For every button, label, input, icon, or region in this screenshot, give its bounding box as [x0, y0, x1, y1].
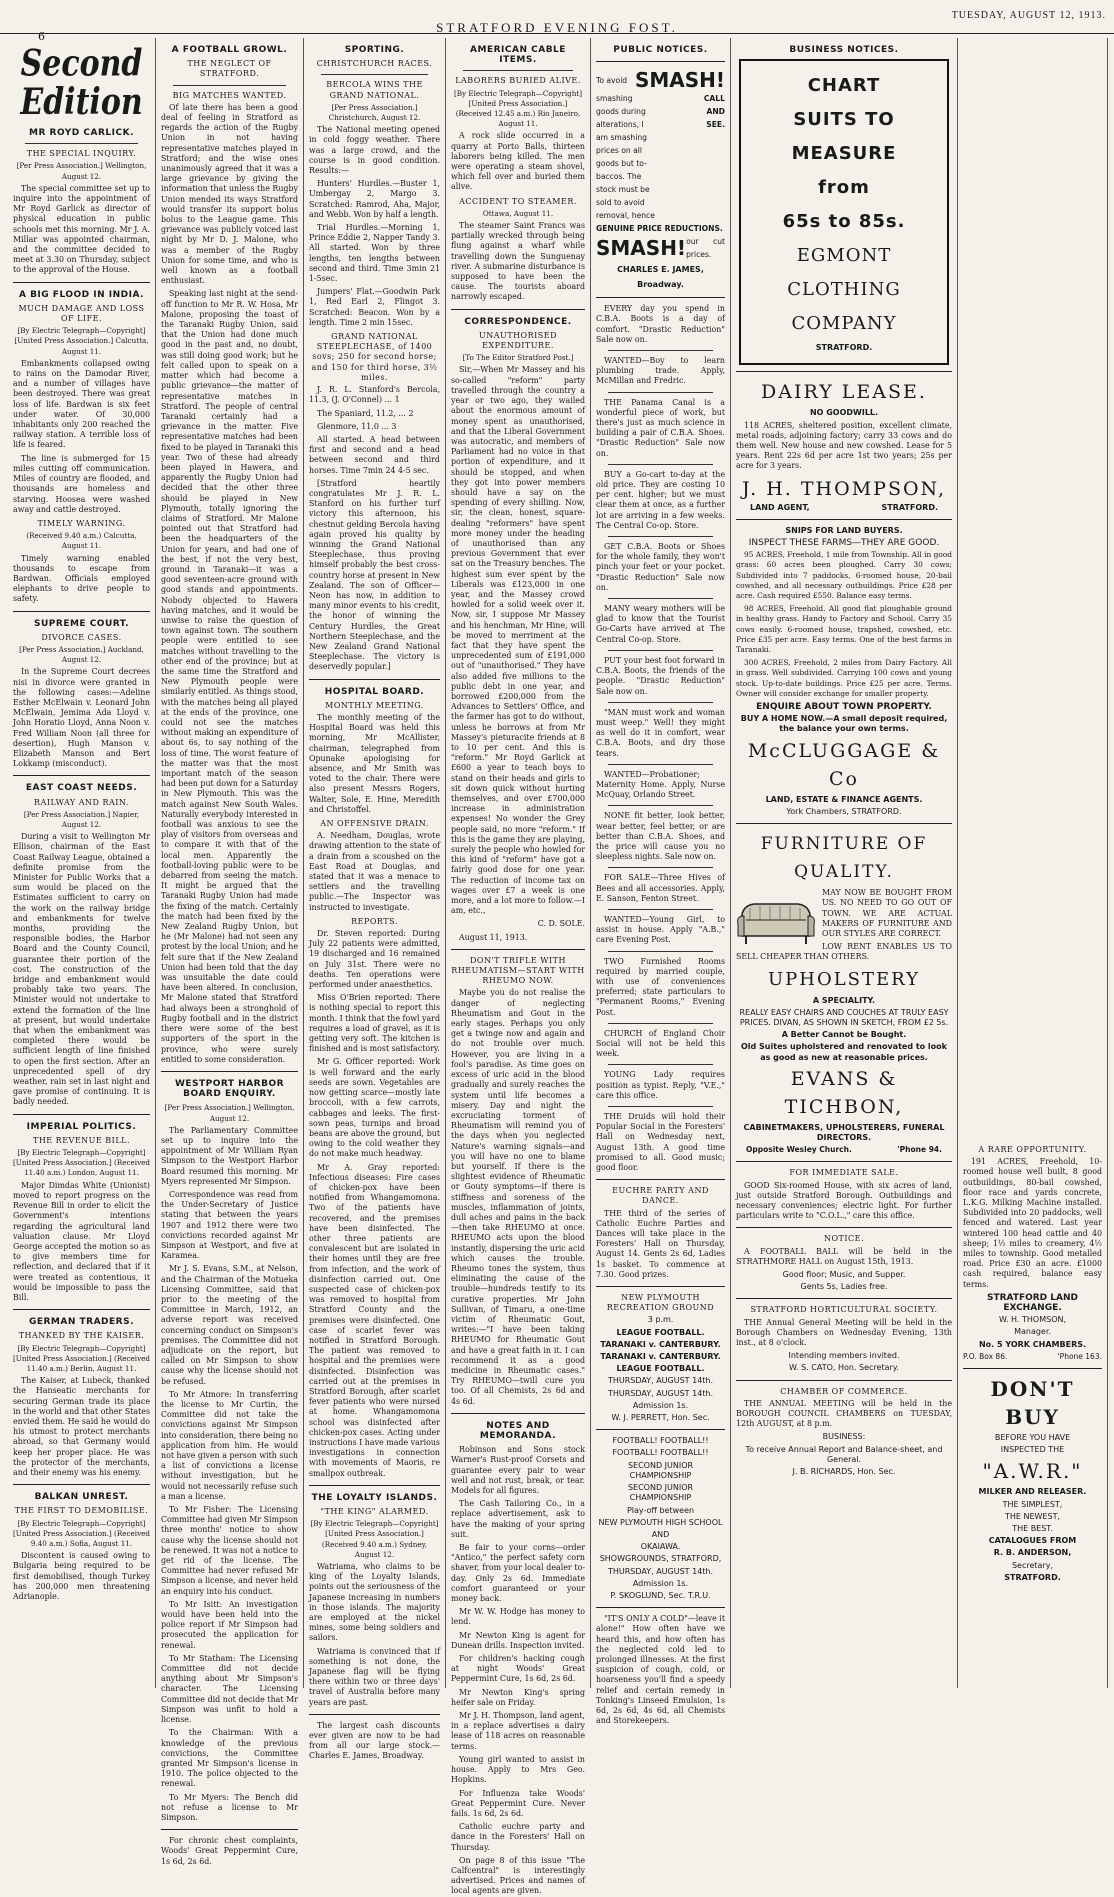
advert-line: P.O. Box 86.	[963, 1351, 1008, 1361]
notice-line: LEAGUE FOOTBALL.	[616, 1327, 705, 1337]
article-headline: GERMAN TRADERS.	[28, 1317, 135, 1328]
article-subhead: UNAUTHORISED EXPENDITURE.	[478, 330, 558, 351]
advertiser-place: Broadway.	[637, 280, 684, 290]
advert-line: Opposite Wesley Church.	[746, 1145, 852, 1155]
dateline: [Per Press Association.] Auckland, August 12.	[19, 644, 144, 665]
advert-line: Good floor; Music, and Supper.	[782, 1269, 906, 1279]
article-headline: NOTES AND MEMORANDA.	[479, 1420, 557, 1441]
dateline: [Per Press Association.] Wellington, August 12.	[164, 1103, 295, 1123]
article-body: Dr. Steven reported: During July 22 patients were admitted, 19 discharged and 16 remained on July 31st. There were no deaths. Ten operations were performed under anaesthetics.	[309, 929, 440, 990]
advert-line: Secretary,	[1011, 1560, 1054, 1570]
notice-headline: STRATFORD HORTICULTURAL SOCIETY.	[750, 1305, 938, 1315]
smash-line: goods but to-	[596, 159, 647, 169]
dateline: [By Electric Telegraph—Copyright] [United Press Association.] (Received 9.40 a.m.) Sydney, August 12.	[310, 1519, 439, 1559]
smash-line: prices on all	[596, 146, 643, 156]
article-body: To Mr Myers: The Bench did not refuse a license to Mr Simpson.	[161, 1792, 298, 1822]
advert-line: EGMONT CLOTHING	[787, 245, 901, 301]
article-body: The monthly meeting of the Hospital Board was held this morning, Mr McAllister, chairman, telegraphed from Opunake apologising for absence, and Mr Smith was voted to the chair. There were also present Messrs Rogers, Walter, Sole, E. Hine, Meredith and Christoffel.	[309, 712, 440, 814]
memo-item: For children's hacking cough at night Woods' Great Peppermint Cure, 1s 6d, 2s 6d.	[451, 1654, 585, 1684]
notice-headline: NOTICE.	[823, 1234, 865, 1244]
dateline: [By Electric Telegraph—Copyright] [United Press Association.] (Received 9.40 a.m.) Sofia, August 11.	[13, 1518, 150, 1548]
memo-item: Mr W. W. Hodge has money to lend.	[451, 1607, 585, 1627]
advert-headline: DON'T BUY	[990, 1377, 1075, 1430]
letter-date: August 11, 1913.	[459, 932, 528, 942]
advert-line: 'Phone 163.	[1057, 1351, 1102, 1361]
article-body: The Kaiser, at Lubeck, thanked the Hanseatic merchants for securing German trade its place in the world and that other States envied them. He said he would do his utmost to protect merchants abroad, so that Germany would keep her proper place. He was the protector of the merchants, and their enemy was his enemy.	[13, 1376, 150, 1477]
notice-line: Admission 1s.	[632, 1400, 689, 1410]
advert-text: For chronic chest complaints, Woods' Great Peppermint Cure, 1s 6d, 2s 6d.	[161, 1836, 298, 1866]
race-result: J. R. L. Stanford's Bercola, 11.3, (J. O'Connel) ... 1	[309, 385, 440, 405]
article-body: Watriama, who claims to be king of the Loyalty Islands, points out the seriousness of the Japanese increasing in numbers in those islands. The majority are employed at the nickel mines, some being soldiers and sailors.	[309, 1562, 440, 1643]
article-subhead: BIG MATCHES WANTED.	[172, 90, 287, 100]
advertiser-name: McCLUGGAGE & Co	[747, 739, 941, 790]
advert-line: 65s to 85s.	[782, 211, 906, 233]
advert-line: Intending members invited.	[788, 1351, 900, 1361]
notice-item: FOR SALE—Three Hives of Bees and all accessories. Apply, E. Sanson, Fenton Street.	[596, 873, 725, 903]
article-headline: MR ROYD CARLICK.	[29, 128, 134, 138]
article-body: Jumpers' Flat.—Goodwin Park 1, Red Earl 2, Flingot 3. Scratched: Beacon. Won by a length. Time 2 min 15sec.	[309, 287, 440, 327]
notice-signature: P. SKOGLUND, Sec. T.R.U.	[610, 1590, 711, 1600]
smash-line: smashing	[596, 94, 633, 104]
advert-line: CABINETMAKERS, UPHOLSTERERS, FUNERAL DIRECTORS.	[743, 1122, 945, 1142]
advert-line: Old Suites upholstered and renovated to look as good as new at reasonable prices.	[740, 1042, 947, 1062]
article-headline: SUPREME COURT.	[34, 618, 129, 629]
article-body: Discontent is caused owing to Bulgaria being required to be first demobilised, though Turkey has 200,000 men threatening Adrianople.	[13, 1551, 150, 1601]
article-subhead: THANKED BY THE KAISER.	[18, 1331, 145, 1341]
article-body: To Mr Statham: The Licensing Committee did not decide anything about Mr Simpson's character. The Licensing Committee did not decide that Mr Simpson was unfit to hold a license.	[161, 1653, 298, 1725]
advert-line: STRATFORD.	[815, 343, 873, 353]
dateline: [By Electric Telegraph—Copyright] [United Press Association.] (Received 11.40 a.m.) London, August 11.	[13, 1148, 150, 1178]
article-body: The special committee set up to inquire into the appointment of Mr Royd Garlick as director of physical education in public schools met this morning. Mr J. A. Millar was appointed chairman, and the committee decided to meet at 3.30 on Thursday, subject to the approval of the House.	[13, 183, 150, 275]
letter-body: Sir,—When Mr Massey and his so-called "reform" party travelled through the country a year or two ago, they wailed about the enormous amount of money spent as unauthorised, and that the Liberal Government was autocratic, and members of Parliament had no voice in that portion of expenditure, and it should be stopped, and when they got into power members should have a say on the spending of every shilling. Now, sir, the clean, honest, square-dealing "reformers" have spent more money under the heading of unauthorised than any previous Government that ever sat on the Treasury benches. The highest sum ever spent by the Liberals was £123,000 in one year, and the Massey crowd howled for a solid week over it. Now, sir, I suppose Mr Massey and his henchman, Mr Hine, will be moved to merriment at the fact that they have spent the unprecedented sum of £191,000 out of "unauthorised." They have also added five millions to the public debt in one year, and borrowed £200,000 from the Advances to Settlers' Office, and the farmer has got to do without, unless he borrows at from Mr Massey's pieturacite friends at 8 to 10 per cent. And this is "reform." Mr Royd Garlick at £600 a year to teach boys to stand on their heads and girls to sit down quick without hurting themselves, and over £700,000 increase in administration expenses! No wonder the Grey people said, no more "reform." If this is the game they are playing, surely the people who howled for this kind of "reform" have got a fairly good dose for one year. The reduction of income tax on wages over £7 a week is one more, and a lot more to follow.—I am, etc.,	[451, 365, 585, 916]
advert-line: NO GOODWILL.	[809, 408, 879, 418]
article-headline: A BIG FLOOD IN INDIA.	[18, 289, 145, 300]
article-body: All started. A head between first and second and a head between second and third horses. Time 7min 24 4-5 sec.	[309, 434, 440, 475]
notice-signature: J. B. RICHARDS, Hon. Sec.	[792, 1467, 896, 1477]
article-body: Mr A. Gray reported: Infectious diseases: Fire cases of chicken-pox have been notified from Whangamomona. Two of the patients have recovered, and the premises have been disinfected. The other three patients are convalescent but are isolated in their homes until they are free from infection, and the work of disinfection carried out. One suspected case of chicken-pox was removed to hospital from Stratford County and the premises were disinfected. One case of scarlet fever was notified in Stratford Borough. The patient was removed to hospital and the premises were disinfected. Disinfection was carried out at the premises in Stratford Borough, after scarlet fever patients who were nursed at home. Whangamomona school was disinfected after chicken-pox cases. Acting under instructions I have made various investigations in connection with movements of Maoris, re smallpox outbreak.	[309, 1162, 440, 1478]
notice-item: WANTED—Young Girl, to assist in house. Apply "A.B.," care Evening Post.	[596, 914, 725, 945]
column-7	[958, 38, 1108, 1688]
article-headline: AMERICAN CABLE ITEMS.	[470, 45, 566, 66]
smash-to-avoid: To avoid	[596, 75, 628, 85]
article-body: To Mr Fisher: The Licensing Committee had given Mr Simpson three months' notice to show cause why the license should not be renewed. It was not a notice to get rid of the license. The Committee had never refused Mr Simpson a license, and never held an enquiry into his conduct.	[161, 1505, 298, 1596]
article-subhead: RAILWAY AND RAIN.	[34, 797, 129, 807]
article-body: The steamer Saint Francs was partially wrecked through being flung against a wharf while travelling down the Sunguenay river. A submarine disturbance is supposed to have been the cause. The tourists aboard narrowly escaped.	[451, 221, 585, 302]
article-subhead: THE NEGLECT OF STRATFORD.	[187, 59, 272, 79]
advert-text: 98 ACRES, Freehold. All good flat ploughable ground in healthy grass. Handy to Factory and School. Carry 35 cows easily. 6-roomed house, trapshed, cowshed, etc. Price £35 per acre. Easy terms. One of the best farms in Taranaki.	[736, 604, 952, 655]
smash-genuine: GENUINE PRICE REDUCTIONS.	[596, 224, 723, 234]
article-headline: BALKAN UNREST.	[34, 1492, 129, 1503]
smash-title: SMASH!	[596, 236, 687, 261]
advert-line: Gents 5s, Ladies free.	[800, 1282, 888, 1292]
smash-line: stock must be	[596, 185, 650, 195]
advert-text: GOOD Six-roomed House, with six acres of land, just outside Stratford Borough. Outbuildings and necessary conveniences; electric light. For further particulars write to "C.O.L.," care this office.	[736, 1180, 952, 1221]
article-subhead: THE SPECIAL INQUIRY.	[26, 149, 137, 159]
advert-line: No. 5 YORK CHAMBERS.	[978, 1339, 1087, 1349]
dateline: [Per Press Association.] Napier, August 12.	[23, 809, 140, 829]
smash-title: SMASH!	[634, 68, 725, 93]
column-3	[304, 38, 446, 1761]
article-headline: IMPERIAL POLITICS.	[26, 1121, 137, 1132]
advert-line: STRATFORD.	[881, 502, 938, 512]
notice-item: PUT your best foot forward in C.B.A. Boots, the friends of the people. "Drastic Reduction" Sale now on.	[596, 655, 725, 696]
notice-line: TARANAKI v. CANTERBURY.	[600, 1352, 721, 1362]
advert-line: SUITS TO MEASURE	[791, 109, 897, 165]
race-result: Glenmore, 11.0 ... 3	[317, 421, 397, 431]
advert-text: MAY NOW BE BOUGHT FROM US. NO NEED TO GO OUT OF TOWN. WE ARE ACTUAL MAKERS OF FURNITURE AND OUR STYLES ARE CORRECT.	[822, 888, 952, 938]
notice-line: OKAIAWA.	[640, 1542, 681, 1552]
smash-line: goods during	[596, 107, 646, 117]
article-subhead: CHRISTCHURCH RACES.	[316, 59, 433, 69]
article-subhead: MONTHLY MEETING.	[325, 700, 424, 710]
memo-item: For Influenza take Woods' Great Peppermint Cure. Never fails. 1s 6d, 2s 6d.	[451, 1788, 585, 1818]
advert-line: INSPECTED THE	[1000, 1445, 1065, 1455]
advertiser-name: J. H. THOMPSON,	[742, 477, 946, 500]
dateline: Ottawa, August 11.	[482, 208, 554, 218]
article-subhead: THE REVENUE BILL.	[32, 1135, 130, 1145]
article-body: Trial Hurdles.—Morning 1, Prince Eddie 2, Napper Tandy 3. All started. Won by three lengths, ten lengths between second and third. Time 3min 21 1-5sec.	[309, 223, 440, 284]
notice-item: "IT'S ONLY A COLD"—leave it alone!" How often have we heard this, and how often has the neglected cold led to prolonged illnesses. At the first suspicion of cough, cold, or hoarseness you'll find a speedy relief and certain remedy in Tonking's Linseed Emulsion, 1s 6d, 2s 6d, 4s 6d, all Chemists and Storekeepers.	[596, 1614, 725, 1726]
smash-call: CALL AND SEE.	[703, 94, 725, 130]
advert-text: 191 ACRES, Freehold, 10-roomed house well built, 8 good outbuildings, 80-bail cowshed, floor race and yards concrete, L.K.G. Milking Machine installed. Subdivided into 20 paddocks, well fenced and watered. Last year wintered 100 head cattle and 40 sheep; 1½ miles to creamery, 4½ miles to township. Good metalled road. Price £30 an acre. £1000 cash required, balance easy terms.	[963, 1157, 1102, 1289]
notice-item: GET C.B.A. Boots or Shoes for the whole family, they won't pinch your feet or your pocket. "Drastic Reduction" Sale now on.	[596, 542, 725, 592]
notice-item: EVERY day you spend in C.B.A. Boots is a day of comfort. "Drastic Reduction" Sale now on.	[596, 304, 725, 344]
advert-line: SNIPS FOR LAND BUYERS.	[785, 525, 903, 535]
article-subhead: AN OFFENSIVE DRAIN.	[320, 819, 429, 829]
advert-text: 95 ACRES, Freehold, 1 mile from Township. All in good grass: 60 acres been ploughed. Carry 30 cows; Subdivided into 7 paddocks, 6-roomed house, 20-bail cowshed, and all necessary outbuildings. Price £28 per acre. Cash required £550. Balance easy terms.	[736, 550, 952, 601]
advert-headline: UPHOLSTERY	[767, 968, 921, 990]
advert-line: R. B. ANDERSON,	[993, 1548, 1072, 1558]
article-subhead: THE FIRST TO DEMOBILISE.	[14, 1506, 149, 1516]
advert-line: BUY A HOME NOW.—A small deposit required, the balance your own terms.	[740, 714, 948, 734]
notice-item: MANY weary mothers will be glad to know that the Tourist Go-Carts have arrived at The Central Co-op. Store.	[596, 604, 725, 644]
notice-line: THURSDAY, AUGUST 14th.	[607, 1566, 714, 1576]
notice-item: THE Panama Canal is a wonderful piece of work, but there's just as much science in building a pair of C.B.A. Shoes. "Drastic Reduction" Sale now on.	[596, 397, 725, 458]
advert-line: COMPANY	[791, 313, 897, 335]
notice-line: SECOND JUNIOR CHAMPIONSHIP	[627, 1460, 694, 1480]
advert-line: LAND, ESTATE & FINANCE AGENTS.	[765, 794, 923, 804]
advert-text: 300 ACRES, Freehold, 2 miles from Dairy Factory. All in grass. Well subdivided. Carrying 100 cows and young stock. Up-to-date buildings. Price £25 per acre. Terms. Owner will consider exchange for smaller property.	[736, 658, 952, 698]
page-number: 6	[38, 30, 45, 43]
advert-line: BEFORE YOU HAVE	[994, 1433, 1071, 1443]
article-subhead: BERCOLA WINS THE GRAND NATIONAL.	[326, 80, 423, 100]
advert-text: LOW RENT ENABLES US TO SELL CHEAPER THAN OTHERS.	[736, 942, 952, 962]
dateline: [By Electric Telegraph—Copyright] [United Press Association.] (Received 12.45 a.m.) Rio Janeiro, August 11.	[453, 88, 583, 129]
article-headline: CORRESPONDENCE.	[464, 316, 572, 327]
edition-banner: Second Edition	[20, 43, 143, 124]
article-body: Miss O'Brien reported: There is nothing special to report this month. I think that the fowl yard requires a load of gravel, as it is getting very soft. The kitchen is finished and is most satisfactory.	[309, 993, 440, 1054]
notice-item: BUY a Go-cart to-day at the old price. They are costing 10 per cent. higher; but we must clear them at once, as a further lot are arriving in a few weeks. The Central Co-op. Store.	[596, 469, 725, 530]
letter-address: [To The Editor Stratford Post.]	[462, 353, 574, 363]
article-body: In the Supreme Court decrees nisi in divorce were granted in the following cases:—Adeline Esther McElwain v. Leonard John McElwain, Jemima Ada Lloyd v. John Horatio Lloyd, Anna Noon v. Fred William Noon (all three for desertion), Hugh Manson v. Elizabeth Manson and Bert Lokkamp (misconduct).	[13, 667, 150, 769]
memo-item: Catholic euchre party and dance in the Foresters' Hall on Thursday.	[451, 1822, 585, 1852]
notice-headline: A RARE OPPORTUNITY.	[978, 1145, 1087, 1154]
notice-line: 3 p.m.	[647, 1315, 674, 1325]
notice-line: Play-off between	[626, 1505, 695, 1515]
advert-line: STRATFORD.	[1004, 1572, 1061, 1582]
notice-headline: NEW PLYMOUTH RECREATION GROUND	[606, 1293, 715, 1313]
notice-item: YOUNG Lady requires position as typist. Reply, "V.E.," care this office.	[596, 1070, 725, 1100]
article-body: Timely warning enabled thousands to escape from Bardwan. Officials employed elephants to drive people to safety.	[13, 553, 150, 604]
dateline: [By Electric Telegraph—Copyright] [United Press Association.] (Received 11.40 a.m.) Berlin, August 11.	[13, 1343, 150, 1373]
notice-line: THURSDAY, AUGUST 14th.	[607, 1376, 714, 1386]
notice-line: LEAGUE FOOTBALL.	[616, 1364, 705, 1374]
sofa-illustration	[736, 892, 816, 948]
advert-text: THE Annual General Meeting will be held in the Borough Chambers on Wednesday Evening, 13th inst., at 8 o'clock.	[736, 1317, 952, 1347]
memo-item: Mr Newton King's spring heifer sale on Friday.	[451, 1687, 585, 1707]
column-5	[591, 38, 731, 1726]
article-body: Speaking last night at the send-off function to Mr R. W. Hosa, Mr Malone, proposing the toast of the Taranaki Rugby Union, said that the Union had done much good in the past and, no doubt, was still doing good work; but he felt called upon to speak on a matter which had become a public grievance—the matter of representative matches in Stratford. The people of central Taranaki certainly had a grievance in the matter. Five representative matches had been fixed to be played in Taranaki this year. Two of these had already been played in Hawera, and apparently the Rugby Union had decided that the other three should be played in New Plymouth, totally ignoring the claims of Stratford. Mr Malone pointed out that Stratford had been the headquarters of the Union for years, and had one of the best, if not the very best, ground in Taranaki—it was a good seventeen-acre ground with good stands and appointments. Nobody objected to Hawera having matches, and it would be unwise to raise the question of town against town. The southern people were entitled to see matches without travelling to the other end of the province; but at the same time the Stratford and New Plymouth people were similarly entitled. As things stood, with the matches being all played at the ends of the province, one could not see the matches without making an expenditure of about 6s, to say nothing of the loss of time. The worst feature of the matter was that the most important match of the season had been put down for a Saturday in New Plymouth. This was the match against New South Wales. Naturally everybody interested in football was anxious to see the play of visitors from overseas and to compare it with that of the local men. Apparently the football-loving public were to be debarred from seeing the match. It might be argued that the Taranaki Rugby Union had made the fixing of the match. Certainly the match had been fixed by the New Zealand Rugby Union, but he (Mr Malone) had not seen any protest by the local Union; and he felt sure that if the New Zealand Union had been told that the day was unsuitable the date could have been altered. In conclusion, Mr Malone stated that Stratford had always been a stronghold of Rugby football and in the district there were some of the best supporters of the sport in the province, who were surely entitled to some consideration.	[161, 289, 298, 1064]
article-headline: EAST COAST NEEDS.	[25, 783, 138, 794]
article-subhead: LABORERS BURIED ALIVE.	[455, 76, 581, 86]
article-subhead: MUCH DAMAGE AND LOSS OF LIFE.	[18, 303, 145, 324]
smash-line: am smashing	[596, 133, 647, 143]
article-subhead: REPORTS.	[351, 916, 398, 926]
section-header: BUSINESS NOTICES.	[789, 45, 899, 55]
advert-text: 118 ACRES, sheltered position, excellent climate, metal roads, adjoining factory; carry 33 cows and do them well. New house and new cowshed. Lease for 5 years. Rent 22s 6d per acre 1st two years; 25s per acre for 3 years.	[736, 420, 952, 471]
notice-item: "MAN must work and woman must weep." Well! they might as well do it in comfort, wear C.B.A. Boots, and dry those tears.	[596, 707, 725, 758]
notice-line: Admission 1s.	[632, 1578, 689, 1588]
article-headline: WESTPORT HARBOR BOARD ENQUIRY.	[174, 1078, 285, 1100]
article-body: During a visit to Wellington Mr Ellison, chairman of the East Coast Railway League, obtained a definite promise from the Minister for Public Works that a sum would be placed on the Estimates sufficient to carry on the work on the railway bridge and embankments for twelve months, providing the responsible bodies, the Harbor Board and the County Council, guarantee their portion of the cost. The construction of the bridge and embankment would probably take two years. The Minister would not undertake to extend the formation of the line at present, but would undertake that when the embankment was completed there would be sufficient length of line finished to open the first section. After an unprecedented spell of dry weather, rain set in last night and gave promise of continuing. It is badly needed.	[13, 832, 150, 1107]
article-subhead: "THE KING" ALARMED.	[320, 1507, 429, 1517]
chart-suits-advert	[739, 59, 949, 365]
notice-line: FOOTBALL! FOOTBALL!!	[612, 1436, 709, 1446]
notice-line: SHOWGROUNDS, STRATFORD,	[599, 1554, 722, 1564]
advert-line: MILKER AND RELEASER.	[978, 1487, 1087, 1497]
smash-advert	[596, 68, 725, 291]
notice-item: TWO Furnished Rooms required by married couple, with use of conveniences preferred; state particulars to "Permanent Rooms," Evening Post.	[596, 956, 725, 1017]
memo-item: The Cash Tailoring Co., in a replace advertisement, ask to have the making of your spring suit.	[451, 1499, 585, 1539]
section-header: PUBLIC NOTICES.	[613, 45, 708, 55]
masthead	[0, 0, 1114, 43]
race-result: The Spaniard, 11.2, ... 2	[317, 408, 414, 418]
advertiser-name: CHARLES E. JAMES,	[617, 265, 704, 275]
notice-line: AND	[651, 1529, 670, 1539]
smash-line: baccos. The	[596, 172, 642, 182]
memo-item: On page 8 of this issue "The Calfcentral" is interestingly advertised. Prices and names of local agents are given.	[451, 1855, 585, 1896]
advert-line: CHART	[807, 75, 881, 97]
notice-item: CHURCH of England Choir Social will not be held this week.	[596, 1028, 725, 1059]
notice-headline: FOR IMMEDIATE SALE.	[789, 1168, 899, 1178]
article-subhead: TIMELY WARNING.	[37, 518, 126, 528]
column-2	[156, 38, 304, 1866]
article-body: Mr J. S. Evans, S.M., at Nelson, and the Chairman of the Motueka Licensing Committee, said that prior to the meeting of the Committee in March, 1912, an adverse report was received concerning conduct on Simpson's premises. The Committee did not adjudicate on the report, but called on Mr Simpson to show cause why the license should not be refused.	[161, 1264, 298, 1386]
article-body: Hunters' Hurdles.—Buster 1, Umbergay 2, Margo 3. Scratched: Ramrod, Aha, Major, and Webb. Won by half a length.	[309, 179, 440, 219]
notice-signature: W. S. CATO, Hon. Secretary.	[789, 1363, 899, 1373]
notice-item: THE Druids will hold their Popular Social in the Foresters' Hall on Wednesday next, August 13th. A good time promised to all. Good music; good floor.	[596, 1112, 725, 1173]
dateline: (Received 9.40 a.m.) Calcutta, August 11.	[26, 531, 137, 551]
advert-line: Manager.	[1014, 1327, 1051, 1337]
article-headline: A FOOTBALL GROWL.	[171, 45, 288, 55]
article-headline: SPORTING.	[344, 45, 405, 55]
article-body: Mr G. Officer reported: Work is well forward and the early seeds are sown. Vegetables are now getting scarce—mostly late broccoli, with a few carrots, cabbages and leeks. The first-sown peas, turnips and broad beans are above the ground, but owing to the cold weather they do not make much headway.	[309, 1057, 440, 1159]
notice-line: SECOND JUNIOR CHAMPIONSHIP	[627, 1483, 694, 1503]
dateline: [By Electric Telegraph—Copyright] [United Press Association.] Calcutta, August 11.	[14, 326, 149, 356]
advertiser-name: EVANS & TICHBON,	[784, 1067, 904, 1118]
dateline: [Per Press Association.] Wellington, August 12.	[16, 161, 147, 181]
memo-item: Be fair to your corns—order "Antico," the perfect safety corn shaver, from your local dealer to-day. Only 2s 6d. Immediate comfort guaranteed or your money back.	[451, 1543, 585, 1604]
smash-line: removal, hence	[596, 211, 655, 221]
issue-date: TUESDAY, AUGUST 12, 1913.	[951, 10, 1106, 21]
notice-item: THE third of the series of Catholic Euchre Parties and Dances will take place in the Foresters' Hall on Thursday, August 14. Gents 2s 6d, Ladies 1s basket. To commence at 7.30. Good prizes.	[596, 1208, 725, 1279]
advert-line: THE SIMPLEST,	[1002, 1499, 1063, 1509]
article-body: Correspondence was read from the Under-Secretary of Justice stating that between the years 1907 and 1912 there were two convictions recorded against Mr Simpson at Westport, and five at Karamea.	[161, 1189, 298, 1261]
notice-line: FOOTBALL! FOOTBALL!!	[612, 1448, 709, 1458]
article-body: To the Chairman: With a knowledge of the previous convictions, the Committee granted Mr Simpson's license in 1910. The police objected to the renewal.	[161, 1728, 298, 1789]
advert-headline: "A.W.R."	[982, 1459, 1083, 1484]
notice-item: WANTED—Boy to learn plumbing trade. Apply, McMillan and Fredric.	[596, 356, 725, 386]
advert-line: A SPECIALITY.	[812, 995, 876, 1005]
advert-text: Maybe you do not realise the danger of neglecting Rheumatism and Gout in the early stages. Perhaps you only get a twinge now and again and do not trouble over much. However, you are living in a fool's paradise. As time goes on excess of uric acid in the blood gradually and surely reaches the system until life becomes a misery. Day and night the excruciating torment of Rheumatism will remind you of the days when you neglected Nature's warning signals—and you will have no one to blame but yourself. If there is the slightest evidence of Rheumatic or Gouty symptoms—if there is stiffness and soreness of the muscles, inflammation of joints, dull aches and pains in the back—then take RHEUMO at once. RHEUMO acts upon the blood instantly, dispersing the uric acid which causes the trouble. Rheumo tones the system, thus eliminating the cause of the trouble—hundreds testify to its curative properties. Mr John Sullivan, of Timaru, a one-time victim of Rheumatic Gout, writes:—"I have been taking RHEUMO for Rheumatic Gout and have a great faith in it. I can recommend it as a good medicine in Rheumatic cases." Try RHEUMO—twill cure you too. Of all Chemists, 2s 6d and 4s 6d.	[451, 988, 585, 1406]
article-headline: THE LOYALTY ISLANDS.	[311, 1492, 438, 1503]
advert-line: THE BEST.	[1012, 1524, 1053, 1534]
article-headline: HOSPITAL BOARD.	[324, 686, 425, 697]
dairy-lease-title: DAIRY LEASE.	[761, 381, 927, 404]
column-6	[731, 38, 958, 1688]
advert-text: The largest cash discounts ever given are now to be had from all our large stock.—Charles E. James, Broadway.	[309, 1720, 440, 1761]
article-body: The line is submerged for 15 miles cutting off communication. Miles of country are flooded, and thousands are homeless and starving. Hoosea were washed away and cattle destroyed.	[13, 453, 150, 514]
advert-line: To receive Annual Report and Balance-sheet, and General.	[745, 1444, 943, 1464]
advert-line: from	[818, 177, 870, 199]
race-title: GRAND NATIONAL STEEPLECHASE, of 1400 sovs; 250 for second horse; and 150 for third horse, 3½ miles.	[311, 332, 438, 382]
notice-item: WANTED—Probationer; Maternity Home. Apply, Nurse McQuay, Orlando Street.	[596, 769, 725, 800]
article-body: A. Needham, Douglas, wrote drawing attention to the state of a drain from a scoushed on the East Road at Douglas, and stated that it was a menace to settlers and the travelling public.—The Inspector was instructed to investigate.	[309, 831, 440, 912]
smash-cut: our cut prices.	[686, 237, 725, 260]
article-body: Watriama is convinced that if something is not done, the Japanese flag will be flying there within two or three days' travel of Australia before many years are past.	[309, 1646, 440, 1707]
memo-item: Young girl wanted to assist in house. Apply to Mrs Geo. Hopkins.	[451, 1754, 585, 1785]
advert-line: BUSINESS:	[822, 1432, 866, 1442]
dateline: [Per Press Association.] Christchurch, August 12.	[328, 102, 421, 123]
advert-headline: FURNITURE OF QUALITY.	[760, 834, 928, 883]
notice-item: NONE fit better, look better, wear better, feel better, or are better than C.B.A. Shoes, and the price will cause you no sleepless nights. Sale now on.	[596, 811, 725, 862]
article-body: Major Dimdas White (Unionist) moved to report progress on the Revenue Bill in order to elicit the Government's intentions regarding the agricultural land valuation clause. Mr Lloyd George accepted the motion so as to give members time for reflection, and declared that if it were treated as contentious, it would be impossible to pass the Bill.	[13, 1180, 150, 1302]
advert-line: THE NEWEST,	[1004, 1511, 1060, 1521]
advert-line: W. H. THOMSON,	[998, 1315, 1067, 1325]
memo-item: Mr Newton King is agent for Dunean drills. Inspection invited.	[451, 1630, 585, 1650]
advert-line: ENQUIRE ABOUT TOWN PROPERTY.	[756, 702, 932, 713]
article-body: [Stratford heartily congratulates Mr J. R. L. Stanford on his further turf victory this afternoon, his chestnut gelding Bercola having again proved his quality by winning the Grand National Steeplechase, thus proving himself probably the best cross-country horse at present in New Zealand. The son of Officer—Neon has now, in addition to many minor events to his credit, the honor of winning the Century Hurdles, the Great Northern Steeplechase, and the New Zealand Grand National Steeplechase. The victory is deservedly popular.]	[309, 478, 440, 672]
article-subhead: DIVORCE CASES.	[41, 632, 122, 642]
advert-line: A Better Cannot be Bought.	[781, 1030, 907, 1040]
advert-line: INSPECT THESE FARMS—THEY ARE GOOD.	[748, 538, 940, 549]
advert-line: 'Phone 94.	[897, 1145, 942, 1155]
advert-line: REALLY EASY CHAIRS AND COUCHES AT TRULY EASY PRICES. DIVAN, AS SHOWN IN SKETCH, FROM £2 5s.	[739, 1007, 949, 1027]
column-1	[8, 38, 156, 1688]
article-body: The National meeting opened in cold foggy weather. There was a large crowd, and the course is in good condition. Results:—	[309, 125, 440, 176]
article-body: To Mr Atmore: In transferring the license to Mr Curtin, the Committee did not take the convictions against Mr Simpson into consideration, there being no application from him. He would not have given a person with such a list of convictions a license without investigation, but he would not necessarily refuse such a man a license.	[161, 1389, 298, 1501]
smash-line: sold to avoid	[596, 198, 645, 208]
article-subhead: ACCIDENT TO STEAMER.	[459, 196, 577, 206]
advert-text: THE ANNUAL MEETING will be held in the BOROUGH COUNCIL CHAMBERS on TUESDAY, 12th AUGUST, at 8 p.m.	[736, 1398, 952, 1429]
article-body: To Mr Isitt: An investigation would have been held into the police report if Mr Simpson had prosecuted the application for renewal.	[161, 1599, 298, 1650]
advert-text: A FOOTBALL BALL will be held in the STRATHMORE HALL on August 15th, 1913.	[736, 1246, 952, 1266]
notice-signature: W. J. PERRETT, Hon. Sec.	[611, 1413, 710, 1423]
article-body: Embankments collapsed owing to rains on the Damodar River, and a number of villages have been destroyed. There was great loss of life. Bardwan is six feet under water. Of 30,000 inhabitants only 200 reached the railway station. A terrible loss of life is feared.	[13, 358, 150, 450]
notice-headline: EUCHRE PARTY AND DANCE.	[612, 1186, 709, 1206]
notice-line: TARANAKI v. CANTERBURY.	[600, 1339, 721, 1349]
advert-line: York Chambers, STRATFORD.	[786, 806, 902, 816]
article-body: A rock slide occurred in a quarry at Porto Balls, thirteen laborers being killed. The men were operating a steam shovel, which fell over and buried them alive.	[451, 131, 585, 192]
advert-line: LAND AGENT,	[750, 502, 810, 512]
advertiser-name: STRATFORD LAND EXCHANGE.	[987, 1292, 1078, 1314]
memo-item: Mr J. H. Thompson, land agent, in a replace advertises a dairy lease of 118 acres on reasonable terms.	[451, 1711, 585, 1751]
notice-headline: CHAMBER OF COMMERCE.	[780, 1386, 908, 1396]
letter-signature: C. D. SOLE.	[537, 919, 585, 929]
newspaper-title: STRATFORD EVENING FOST.	[436, 20, 678, 35]
notice-line: NEW PLYMOUTH HIGH SCHOOL	[598, 1517, 723, 1527]
column-4	[446, 38, 591, 1896]
advert-line: CATALOGUES FROM	[988, 1536, 1077, 1546]
article-body: The Parliamentary Committee set up to inquire into the appointment of Mr William Ryan Simpson to the Westport Harbor Board resumed this morning. Mr Myers represented Mr Simpson.	[161, 1125, 298, 1186]
memo-item: Robinson and Sons stock Warner's Rust-proof Corsets and guarantee every pair to wear well and not rust, break, or tear. Models for all figures.	[451, 1445, 585, 1496]
advert-headline: DON'T TRIFLE WITH RHEUMATISM—START WITH RHEUMO NOW.	[451, 955, 585, 986]
article-body: Of late there has been a good deal of feeling in Stratford as regards the action of the Rugby Union in not having representative matches played in Stratford; and the wise ones unanimously agreed that it was a large grievance by giving the information that unless the Rugby Union mended its ways Stratford would transfer its support bolus bolus to the League game. This grievance was publicly voiced last night by Mr D. J. Malone, who was a member of the Rugby Union for some time, and who is well known as a football enthusiast.	[161, 102, 298, 286]
notice-line: THURSDAY, AUGUST 14th.	[607, 1388, 714, 1398]
smash-line: alterations, I	[596, 120, 644, 130]
